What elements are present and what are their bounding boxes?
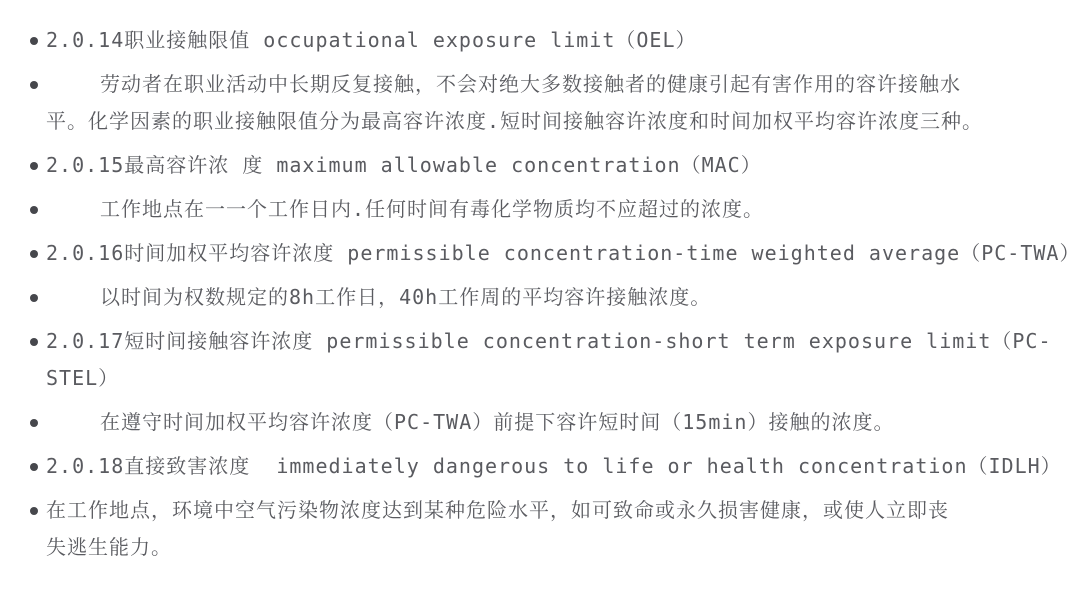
bullet-icon xyxy=(30,294,38,302)
bullet-icon xyxy=(30,507,38,515)
list-item xyxy=(30,235,1080,272)
bullet-icon xyxy=(30,250,38,258)
bullet-icon xyxy=(30,338,38,346)
definition-line: STEL） xyxy=(46,366,120,390)
definitions-list xyxy=(30,22,1080,566)
list-item-text xyxy=(46,22,1072,59)
bullet-icon xyxy=(30,463,38,471)
bullet-icon xyxy=(30,206,38,214)
list-item xyxy=(30,66,1072,140)
definition-line: 2.0.18直接致害浓度 immediately dangerous to life or health concentration（IDLH） xyxy=(46,454,1062,478)
list-item-text xyxy=(46,492,1072,566)
list-item-text xyxy=(46,323,1072,397)
definition-line: 平。化学因素的职业接触限值分为最高容许浓度.短时间接触容许浓度和时间加权平均容许浓度三种。 xyxy=(46,109,984,133)
list-item xyxy=(30,147,1072,184)
list-item xyxy=(30,191,1072,228)
list-item-text xyxy=(46,147,1072,184)
list-item-text xyxy=(46,279,1072,316)
definition-line: 2.0.15最高容许浓 度 maximum allowable concentration（MAC） xyxy=(46,153,762,177)
bullet-icon xyxy=(30,81,38,89)
list-item-text xyxy=(46,404,1072,441)
list-item-text xyxy=(46,448,1072,485)
bullet-icon xyxy=(30,37,38,45)
list-item xyxy=(30,448,1072,485)
list-item xyxy=(30,492,1072,566)
list-item xyxy=(30,323,1072,397)
definition-line: 2.0.14职业接触限值 occupational exposure limit（OEL） xyxy=(46,28,697,52)
definition-line: 失逃生能力。 xyxy=(46,535,172,559)
list-item xyxy=(30,404,1072,441)
list-item xyxy=(30,22,1072,59)
definition-line: 2.0.17短时间接触容许浓度 permissible concentration-short term exposure limit（PC- xyxy=(46,329,1052,353)
bullet-icon xyxy=(30,162,38,170)
definition-line: 工作地点在一一个工作日内.任何时间有毒化学物质均不应超过的浓度。 xyxy=(100,197,765,221)
list-item xyxy=(30,279,1072,316)
definition-line: 劳动者在职业活动中长期反复接触，不会对绝大多数接触者的健康引起有害作用的容许接触水 xyxy=(100,72,961,96)
definition-line: 以时间为权数规定的8h工作日，40h工作周的平均容许接触浓度。 xyxy=(100,285,712,309)
bullet-icon xyxy=(30,419,38,427)
list-item-text xyxy=(46,191,1072,228)
definition-line: 在遵守时间加权平均容许浓度（PC-TWA）前提下容许短时间（15min）接触的浓度。 xyxy=(100,410,895,434)
list-item-text xyxy=(46,235,1080,272)
list-item-text xyxy=(46,66,1072,140)
definition-line: 2.0.16时间加权平均容许浓度 permissible concentration-time weighted average（PC-TWA） xyxy=(46,241,1080,265)
definition-line: 在工作地点，环境中空气污染物浓度达到某种危险水平，如可致命或永久损害健康，或使人立即丧 xyxy=(46,498,949,522)
